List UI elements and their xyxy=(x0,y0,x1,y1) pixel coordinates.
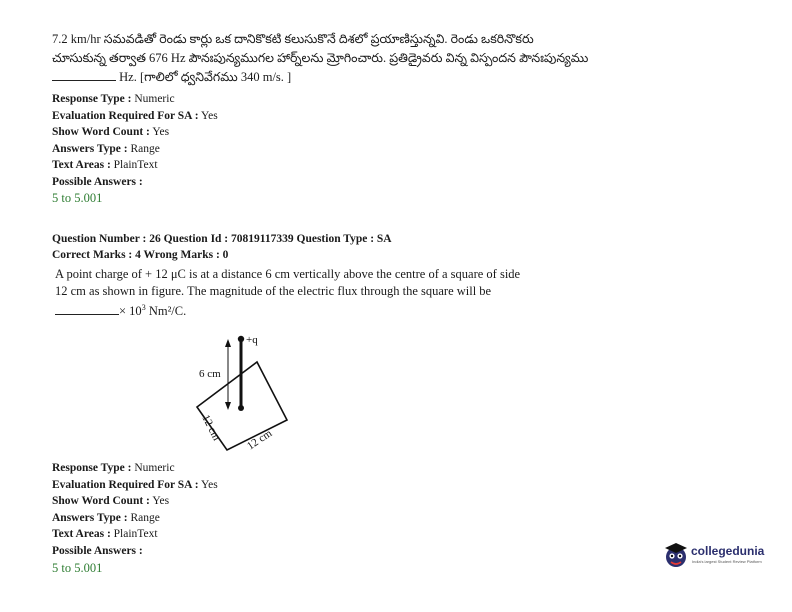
meta-block-2 xyxy=(52,460,218,560)
possible-answers-value: 5 to 5.001 xyxy=(52,561,103,575)
word-count-row: Show Word Count : Yes xyxy=(52,126,170,139)
square-centre xyxy=(238,405,244,411)
answer-blank xyxy=(52,79,116,81)
logo-tagline: India's largest Student Review Platform xyxy=(692,559,762,564)
prev-question-line-3-text: Hz. [గాలిలో ధ్వనివేగము 340 m/s. ] xyxy=(119,70,292,84)
square-charge-figure xyxy=(180,322,310,462)
side-label-right: 12 cm xyxy=(244,427,275,453)
arrow-head-down-icon xyxy=(225,402,231,410)
possible-answers-row: Possible Answers : xyxy=(52,544,143,557)
point-charge xyxy=(238,336,244,342)
question-marks: Correct Marks : 4 Wrong Marks : 0 xyxy=(52,249,229,261)
question-header: Question Number : 26 Question Id : 70819117339 Question Type : SA xyxy=(52,233,392,245)
response-type-row: Response Type : Numeric xyxy=(52,93,175,105)
text-areas-row: Text Areas : PlainText xyxy=(52,528,158,541)
answer-blank xyxy=(55,313,119,315)
evaluation-row: Evaluation Required For SA : Yes xyxy=(52,109,218,122)
question-line-3: × $10^3$ Nm²/C. xyxy=(55,299,595,320)
answers-type-row: Answers Type : Range xyxy=(52,511,160,524)
question-line-1: A point charge of + 12 μC is at a distance 6 cm vertically above the centre of a square of side xyxy=(55,267,521,281)
charge-label: +q xyxy=(246,334,258,346)
arrow-head-up-icon xyxy=(225,339,231,347)
text-areas-row: Text Areas : PlainText xyxy=(52,159,158,172)
prev-question-line-2: చూసుకున్న తర్వాత 676 Hz పౌనఃపున్యముగల హార్న్‌లను మ్రోగించారు. ప్రతిడ్రైవరు విన్న విస్పందన పౌనఃపున్యము xyxy=(52,51,589,65)
question-line-2: 12 cm as shown in figure. The magnitude of the electric flux through the square will be xyxy=(55,284,492,298)
possible-answers-row: Possible Answers : xyxy=(52,175,143,188)
word-count-row: Show Word Count : Yes xyxy=(52,495,170,508)
meta-block-1 xyxy=(52,91,218,191)
prev-question-line-3 xyxy=(52,69,652,86)
logo-mascot-icon xyxy=(663,541,689,569)
possible-answers-value: 5 to 5.001 xyxy=(52,191,103,205)
side-label-left: 12 cm xyxy=(199,412,223,443)
prev-question-line-1: 7.2 km/hr సమవడితో రెండు కార్లు ఒక దానికొకటి కలుసుకొనే దిశలో ప్రయాణిస్తున్నవి. రెండు ఒకరినొకరు xyxy=(52,32,534,46)
response-type-row: Response Type : Numeric xyxy=(52,462,175,474)
height-label: 6 cm xyxy=(199,368,221,380)
collegedunia-logo xyxy=(663,541,775,573)
answers-type-row: Answers Type : Range xyxy=(52,142,160,155)
evaluation-row: Evaluation Required For SA : Yes xyxy=(52,478,218,491)
logo-name: collegedunia xyxy=(691,544,765,558)
